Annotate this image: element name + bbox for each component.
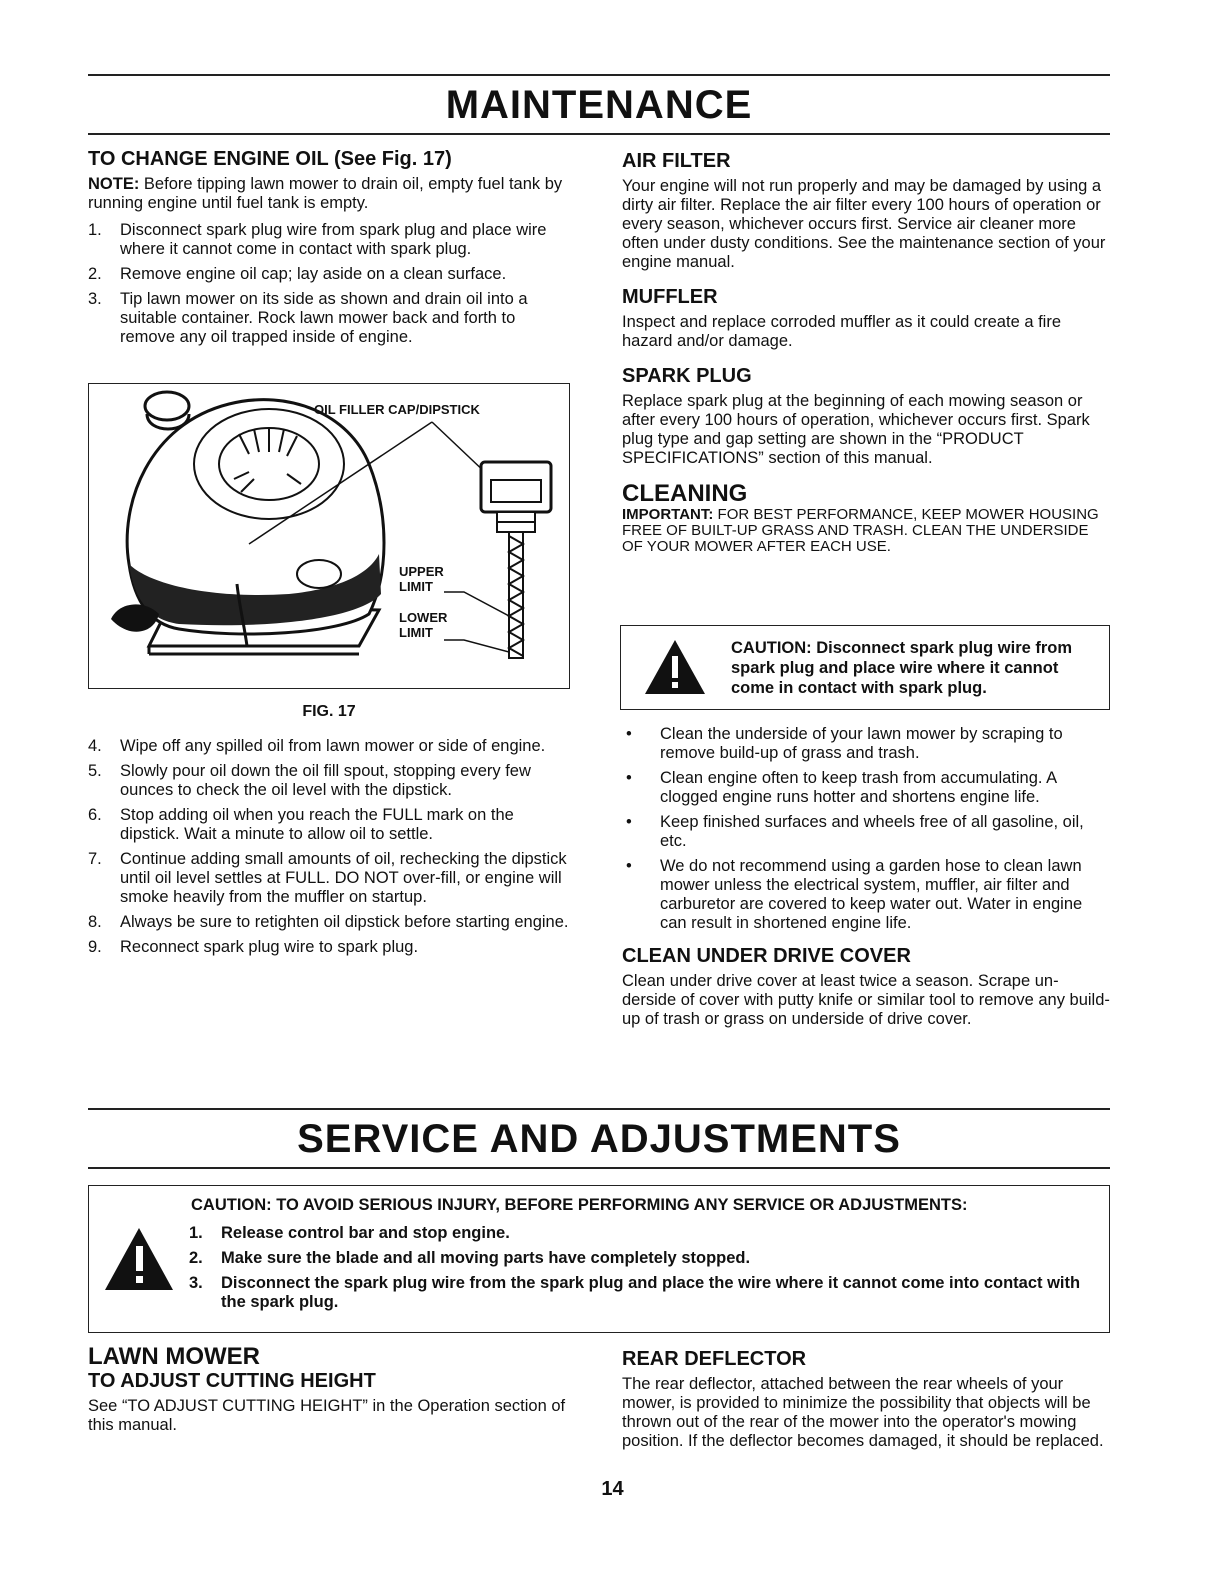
figure-caption: FIG. 17 xyxy=(302,703,356,720)
service-caution-box xyxy=(88,1185,1110,1333)
cutting-height-text: See “TO ADJUST CUTTING HEIGHT” in the Operation section of this manual. xyxy=(88,1397,566,1434)
oil-steps-b xyxy=(88,737,572,957)
step-num: 7. xyxy=(88,850,102,868)
caution-item-num: 3. xyxy=(189,1274,203,1292)
step-text: Stop adding oil when you reach the FULL mark on the dipstick. Wait a minute to allow oil to settle. xyxy=(120,806,514,843)
service-title-rule xyxy=(88,1167,1110,1169)
bullet-text: We do not recommend using a garden hose to clean lawn mower unless the electrical system, muffler, air filter and carburetor are covered to keep water out. Water in engine can result in shortened engine life. xyxy=(660,857,1083,932)
cleaning-bullet xyxy=(622,725,1110,763)
note-label: NOTE: xyxy=(88,175,140,193)
cleaning-bullets xyxy=(622,725,1110,933)
page-number: 14 xyxy=(601,1478,624,1500)
lawn-mower-heading: LAWN MOWER xyxy=(88,1343,260,1370)
oil-steps-a xyxy=(88,221,572,347)
cleaning-caution-text: CAUTION: Disconnect spark plug wire from spark plug and place wire where it cannot come in contact with spark plug. xyxy=(731,639,1073,697)
note-text: Before tipping lawn mower to drain oil, empty fuel tank by running engine until fuel tank is empty. xyxy=(88,175,563,212)
spark-plug-text: Replace spark plug at the beginning of each mowing season or after every 100 hours of operation, whichever occurs first. Spark plug type and gap setting are shown in the “PRODUCT SPECIFICATIONS” section of this manual. xyxy=(622,392,1090,467)
rear-deflector-section xyxy=(622,1350,1110,1459)
bullet-text: Clean engine often to keep trash from accumulating. A clogged engine runs hotter and shortens engine life. xyxy=(660,769,1057,806)
cleaning-important xyxy=(622,507,1110,555)
caution-item-text: Make sure the blade and all moving parts have completely stopped. xyxy=(221,1249,751,1267)
top-rule xyxy=(88,74,1110,76)
cleaning-heading: CLEANING xyxy=(622,480,748,507)
step-num: 6. xyxy=(88,806,102,824)
bullet-text: Clean the underside of your lawn mower by scraping to remove build-up of grass and trash. xyxy=(660,725,1063,762)
warning-triangle-icon xyxy=(103,1226,175,1292)
step-text: Disconnect spark plug wire from spark plug and place wire where it cannot come in contact with spark plug. xyxy=(120,221,547,258)
change-oil-note xyxy=(88,175,572,213)
caution-item-num: 2. xyxy=(189,1249,203,1267)
caution-item-text: Disconnect the spark plug wire from the spark plug and place the wire where it cannot come into contact with the spark plug. xyxy=(221,1274,1081,1311)
caution-item xyxy=(189,1274,1089,1312)
figure-17 xyxy=(88,383,570,689)
caution-item xyxy=(189,1224,1089,1243)
cleaning-caution-box xyxy=(620,625,1110,710)
bullet-text: Keep finished surfaces and wheels free of all gasoline, oil, etc. xyxy=(660,813,1084,850)
air-filter-heading: AIR FILTER xyxy=(622,150,731,172)
bullet-mark: • xyxy=(626,769,632,787)
label-oil-filler-cap: OIL FILLER CAP/DIPSTICK xyxy=(314,402,480,417)
oil-step xyxy=(88,221,572,259)
drive-cover-heading: CLEAN UNDER DRIVE COVER xyxy=(622,945,911,967)
step-text: Always be sure to retighten oil dipstick before starting engine. xyxy=(120,913,569,931)
important-text: FOR BEST PERFORMANCE, KEEP MOWER HOUSING FREE OF BUILT-UP GRASS AND TRASH. CLEAN THE UNDERSIDE OF YOUR MOWER AFTER EACH USE. xyxy=(622,506,1099,555)
step-num: 9. xyxy=(88,938,102,956)
step-text: Continue adding small amounts of oil, rechecking the dipstick until oil level settles at FULL. DO NOT over-fill, or engine will smoke heavily from the muffler on startup. xyxy=(120,850,567,906)
step-num: 8. xyxy=(88,913,102,931)
muffler-text: Inspect and replace corroded muffler as it could create a fire hazard and/or damage. xyxy=(622,313,1062,350)
service-caution-heading: CAUTION: TO AVOID SERIOUS INJURY, BEFORE PERFORMING ANY SERVICE OR ADJUSTMENTS: xyxy=(191,1196,968,1214)
service-top-rule xyxy=(88,1108,1110,1110)
important-label: IMPORTANT: xyxy=(622,506,714,523)
cutting-height-heading: TO ADJUST CUTTING HEIGHT xyxy=(88,1370,376,1392)
step-text: Wipe off any spilled oil from lawn mower or side of engine. xyxy=(120,737,546,755)
oil-step xyxy=(88,737,572,756)
step-num: 3. xyxy=(88,290,102,308)
caution-item-num: 1. xyxy=(189,1224,203,1242)
step-text: Reconnect spark plug wire to spark plug. xyxy=(120,938,419,956)
cleaning-bullet xyxy=(622,769,1110,807)
bullet-mark: • xyxy=(626,857,632,875)
step-text: Tip lawn mower on its side as shown and drain oil into a suitable container. Rock lawn mower back and forth to remove any oil trapped inside of engine. xyxy=(120,290,528,346)
right-column-maintenance xyxy=(622,152,1110,563)
step-text: Slowly pour oil down the oil fill spout, stopping every few ounces to check the oil level with the dipstick. xyxy=(120,762,531,799)
maintenance-title: MAINTENANCE xyxy=(445,83,753,127)
air-filter-text: Your engine will not run properly and may be damaged by using a dirty air filter. Replace the air filter every 100 hours of operation or every season, whichever occurs first. Service air cleaner more often under dusty conditions. See the maintenance section of your engine manual. xyxy=(622,177,1106,271)
oil-step xyxy=(88,938,572,957)
oil-step xyxy=(88,850,572,907)
caution-item xyxy=(189,1249,1089,1268)
step-num: 2. xyxy=(88,265,102,283)
oil-step xyxy=(88,913,572,932)
change-oil-section xyxy=(88,150,572,353)
oil-steps-b-section xyxy=(88,737,572,963)
step-num: 4. xyxy=(88,737,102,755)
spark-plug-heading: SPARK PLUG xyxy=(622,365,752,387)
label-upper-limit: UPPER LIMIT xyxy=(399,564,444,594)
bullet-mark: • xyxy=(626,813,632,831)
cleaning-bullets-section xyxy=(622,725,1110,1037)
cleaning-bullet xyxy=(622,813,1110,851)
step-num: 1. xyxy=(88,221,102,239)
maintenance-title-rule xyxy=(88,133,1110,135)
cleaning-bullet xyxy=(622,857,1110,933)
oil-step xyxy=(88,290,572,347)
rear-deflector-heading: REAR DEFLECTOR xyxy=(622,1348,807,1370)
rear-deflector-text: The rear deflector, attached between the rear wheels of your mower, is provided to minimize the possibility that objects will be thrown out of the rear of the mower into the operator's mowing position. If the deflector becomes damaged, it should be replaced. xyxy=(622,1375,1104,1450)
oil-step xyxy=(88,265,572,284)
service-title: SERVICE AND ADJUSTMENTS xyxy=(297,1117,901,1161)
service-caution-list xyxy=(189,1224,1089,1318)
lawn-mower-section xyxy=(88,1343,572,1443)
engine-illustration xyxy=(89,384,569,688)
change-oil-heading: TO CHANGE ENGINE OIL (See Fig. 17) xyxy=(88,148,452,170)
oil-step xyxy=(88,806,572,844)
drive-cover-text: Clean under drive cover at least twice a season. Scrape un-derside of cover with putty knife or similar tool to remove any build-up of trash or grass on underside of drive cover. xyxy=(622,972,1110,1028)
step-num: 5. xyxy=(88,762,102,780)
warning-triangle-icon xyxy=(643,638,707,696)
caution-item-text: Release control bar and stop engine. xyxy=(221,1224,510,1242)
bullet-mark: • xyxy=(626,725,632,743)
step-text: Remove engine oil cap; lay aside on a clean surface. xyxy=(120,265,507,283)
oil-step xyxy=(88,762,572,800)
label-lower-limit: LOWER LIMIT xyxy=(399,610,448,640)
muffler-heading: MUFFLER xyxy=(622,286,718,308)
